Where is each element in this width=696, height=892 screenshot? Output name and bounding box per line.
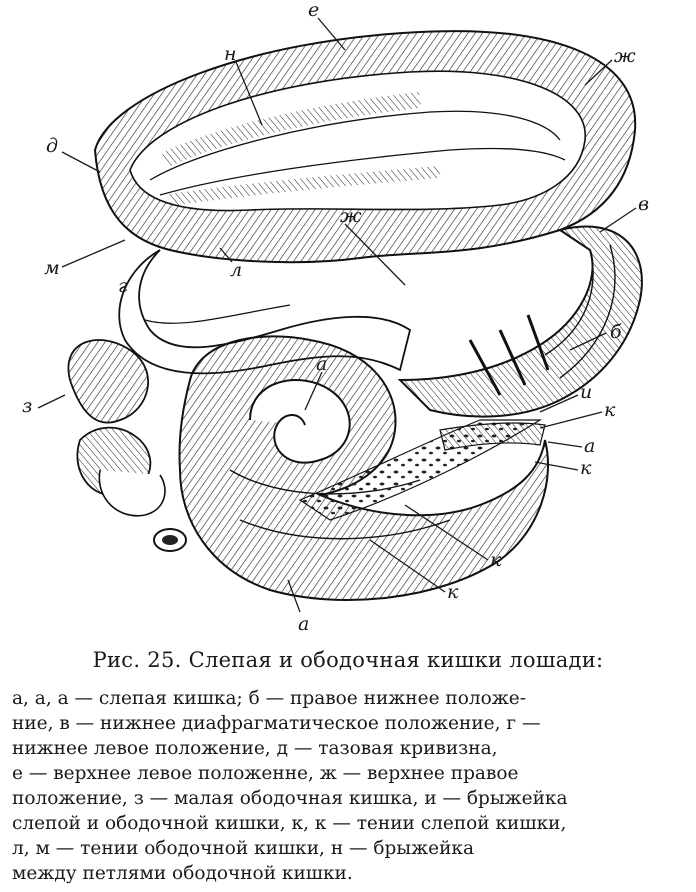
right-ventral-colon: [400, 226, 642, 416]
label-v: в: [638, 193, 650, 215]
label-k4: к: [447, 581, 459, 603]
label-i: и: [580, 381, 593, 403]
label-k1: к: [604, 399, 616, 421]
label-k2: к: [580, 457, 592, 479]
legend-line: нижнее левое положение, д — тазовая кривизна,: [12, 738, 498, 759]
small-colon: [68, 340, 186, 551]
label-l: л: [230, 259, 243, 281]
upper-colon-loop: [95, 31, 635, 262]
label-n: н: [224, 43, 237, 65]
legend-line: положение, з — малая ободочная кишка, и — брыжейка: [12, 788, 568, 809]
label-m: м: [44, 257, 60, 279]
label-g: г: [118, 275, 128, 297]
label-a-mid: а: [316, 353, 328, 375]
label-k3: к: [490, 549, 502, 571]
figure-caption-title: Рис. 25. Слепая и ободочная кишки лошади:: [92, 648, 604, 672]
label-a-right: а: [584, 435, 596, 457]
figure-legend: [12, 686, 684, 886]
label-zh-mid: ж: [340, 205, 362, 227]
label-z: з: [22, 395, 33, 417]
label-a-bottom: а: [298, 613, 310, 635]
legend-line: е — верхнее левое положенне, ж — верхнее правое: [12, 763, 519, 784]
legend-line: между петлями ободочной кишки.: [12, 863, 353, 884]
label-b: б: [610, 321, 622, 343]
legend-line: а, а, а — слепая кишка; б — правое нижнее положе-: [12, 688, 526, 709]
label-zh-top: ж: [614, 45, 636, 67]
label-e: е: [308, 0, 320, 21]
legend-line: л, м — тении ободочной кишки, н — брыжейка: [12, 838, 475, 859]
label-d: д: [46, 135, 59, 157]
legend-line: ние, в — нижнее диафрагматическое положение, г —: [12, 713, 541, 734]
legend-line: слепой и ободочной кишки, к, к — тении слепой кишки,: [12, 813, 567, 834]
